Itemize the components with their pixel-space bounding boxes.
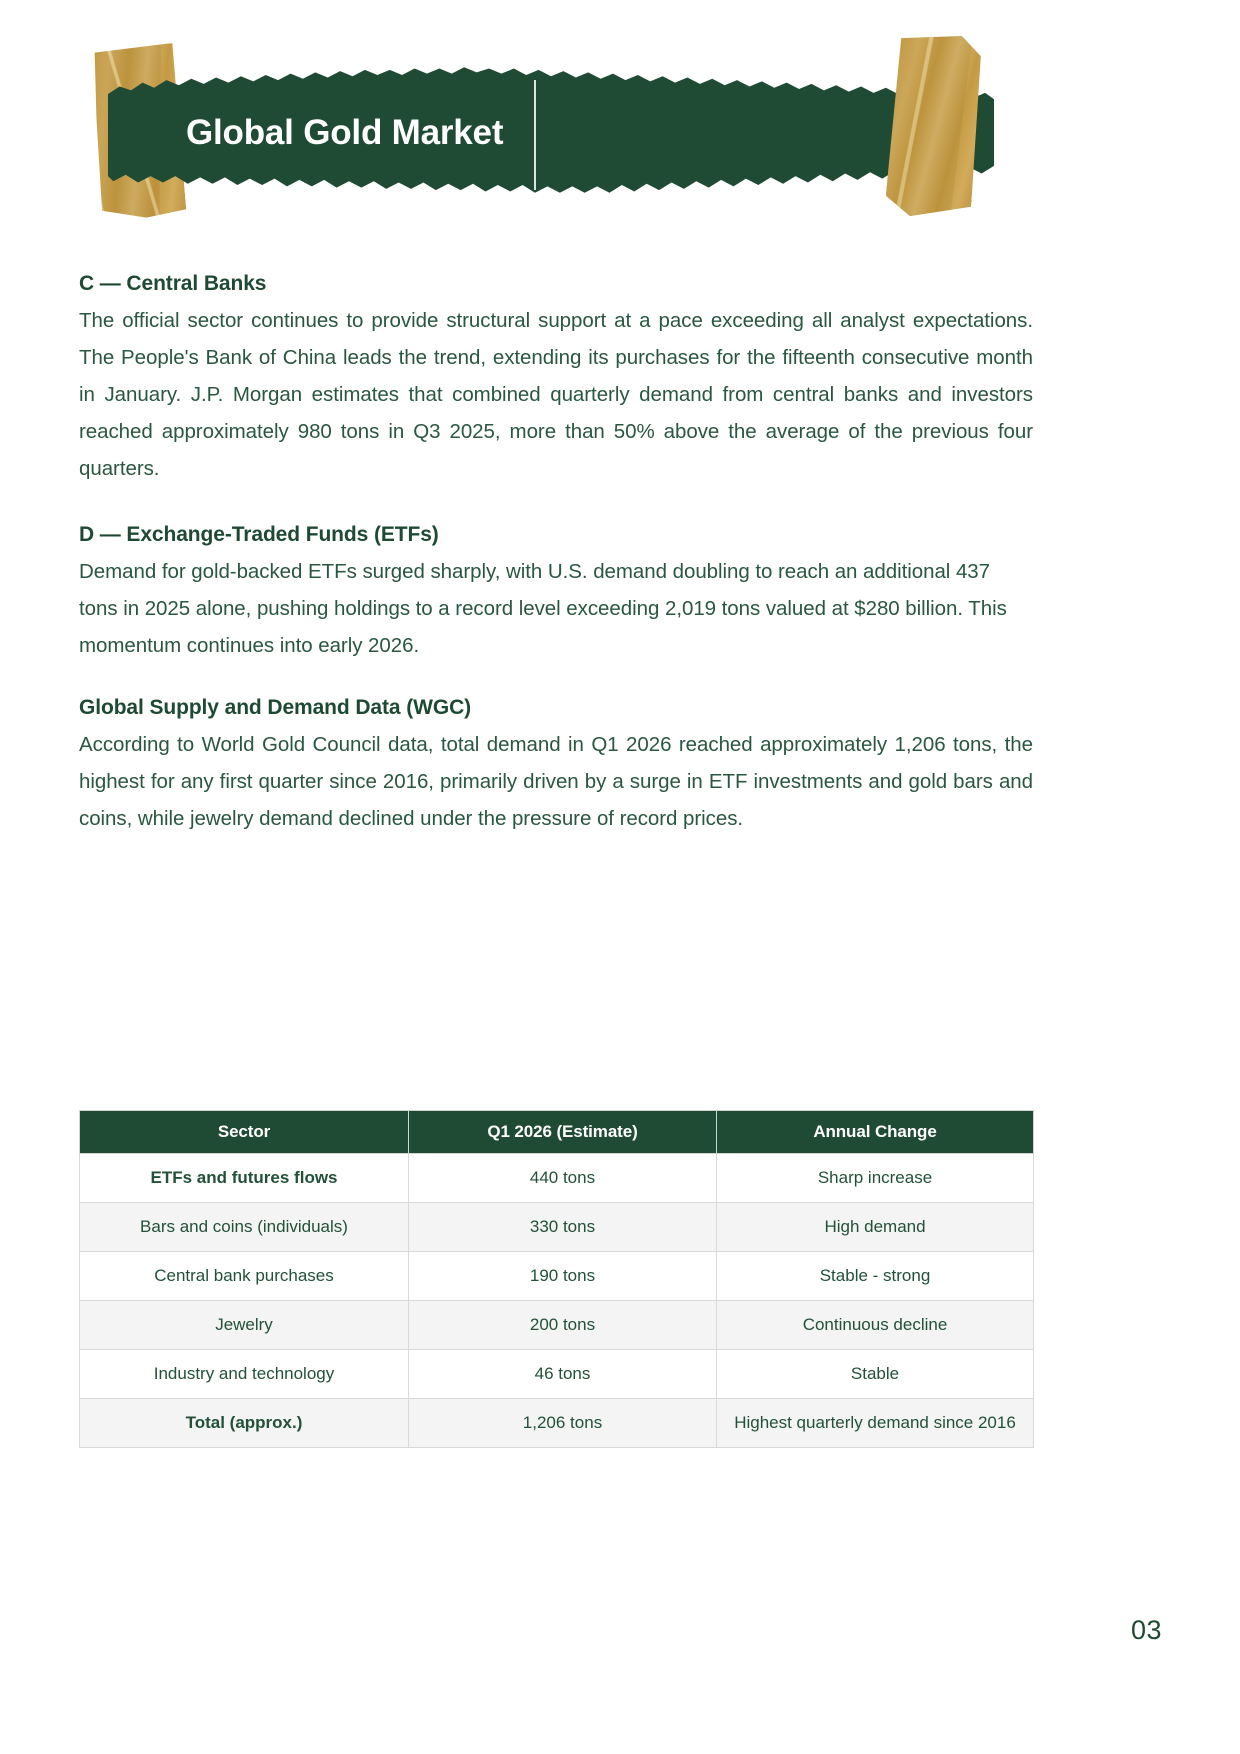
cell-sector: ETFs and futures flows bbox=[80, 1154, 409, 1203]
gold-tape-right-icon bbox=[884, 31, 986, 222]
column-header-estimate: Q1 2026 (Estimate) bbox=[409, 1111, 717, 1154]
section-paragraph-etfs: Demand for gold-backed ETFs surged sharply, with U.S. demand doubling to reach an additional 437 tons in 2025 alone, pushing holdings to a record level exceeding 2,019 tons valued at $280 billion. This momentum continues into early 2026. bbox=[79, 560, 1007, 657]
section-heading-etfs: D — Exchange-Traded Funds (ETFs) bbox=[79, 523, 439, 546]
cell-change: Sharp increase bbox=[717, 1154, 1034, 1203]
cell-estimate: 200 tons bbox=[409, 1301, 717, 1350]
page-number: 03 bbox=[1130, 1615, 1162, 1645]
cell-estimate: 46 tons bbox=[409, 1350, 717, 1399]
cell-estimate: 190 tons bbox=[409, 1252, 717, 1301]
table-body bbox=[80, 1154, 1034, 1448]
section-paragraph-supply-demand: According to World Gold Council data, total demand in Q1 2026 reached approximately 1,206 tons, the highest for any first quarter since 2016, primarily driven by a surge in ETF investments and gold bars and coins, while jewelry demand declined under the pressure of record prices. bbox=[79, 733, 1033, 830]
table-row bbox=[80, 1203, 1034, 1252]
table-row bbox=[80, 1252, 1034, 1301]
section-supply-demand bbox=[79, 696, 1033, 837]
document-body bbox=[79, 272, 1033, 871]
page-header bbox=[0, 0, 1240, 240]
table-header-row bbox=[80, 1111, 1034, 1154]
cell-sector: Industry and technology bbox=[80, 1350, 409, 1399]
cell-estimate: 1,206 tons bbox=[409, 1399, 717, 1448]
cell-sector: Bars and coins (individuals) bbox=[80, 1203, 409, 1252]
banner-seam-divider bbox=[534, 80, 536, 190]
table-row bbox=[80, 1154, 1034, 1203]
cell-change: Continuous decline bbox=[717, 1301, 1034, 1350]
cell-sector: Total (approx.) bbox=[80, 1399, 409, 1448]
page-title: Global Gold Market bbox=[186, 113, 504, 152]
cell-sector: Central bank purchases bbox=[80, 1252, 409, 1301]
cell-change: Highest quarterly demand since 2016 bbox=[717, 1399, 1034, 1448]
section-heading-central-banks: C — Central Banks bbox=[79, 272, 267, 295]
column-header-sector: Sector bbox=[80, 1111, 409, 1154]
section-paragraph-central-banks: The official sector continues to provide structural support at a pace exceeding all analyst expectations. The People's Bank of China leads the trend, extending its purchases for the fifteenth consecutive month in January. J.P. Morgan estimates that combined quarterly demand from central banks and investors reached approximately 980 tons in Q3 2025, more than 50% above the average of the previous four quarters. bbox=[79, 309, 1033, 480]
column-header-change: Annual Change bbox=[717, 1111, 1034, 1154]
section-heading-supply-demand: Global Supply and Demand Data (WGC) bbox=[79, 696, 472, 719]
table-head bbox=[80, 1111, 1034, 1154]
table-row bbox=[80, 1301, 1034, 1350]
cell-change: High demand bbox=[717, 1203, 1034, 1252]
cell-sector: Jewelry bbox=[80, 1301, 409, 1350]
table-row bbox=[80, 1399, 1034, 1448]
cell-change: Stable bbox=[717, 1350, 1034, 1399]
cell-estimate: 330 tons bbox=[409, 1203, 717, 1252]
demand-table bbox=[79, 1110, 1034, 1448]
table-row bbox=[80, 1350, 1034, 1399]
cell-estimate: 440 tons bbox=[409, 1154, 717, 1203]
cell-change: Stable - strong bbox=[717, 1252, 1034, 1301]
section-central-banks bbox=[79, 272, 1033, 487]
section-etfs bbox=[79, 523, 1033, 664]
demand-table-container bbox=[79, 1110, 1033, 1448]
